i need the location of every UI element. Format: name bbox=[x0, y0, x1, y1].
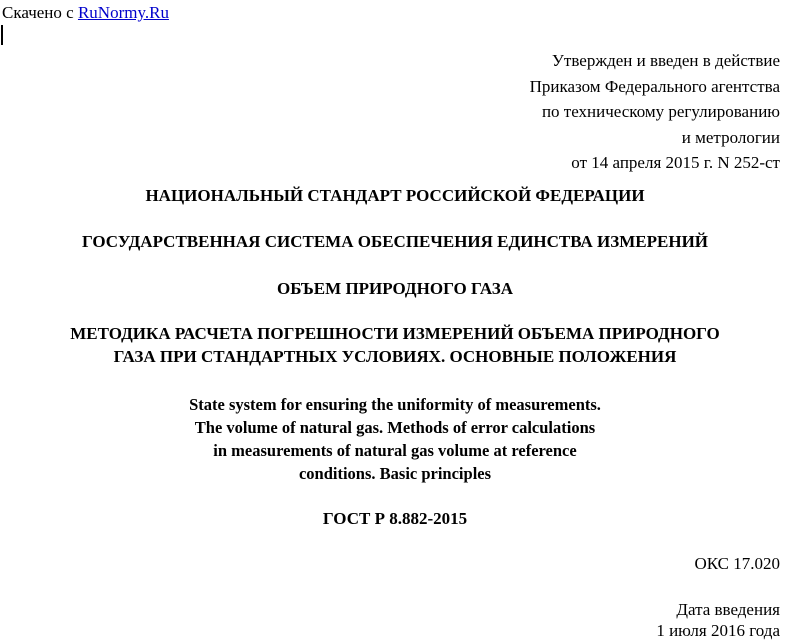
approval-line: Приказом Федерального агентства bbox=[529, 76, 780, 96]
approval-line: по техническому регулированию bbox=[541, 102, 780, 121]
gost-number: ГОСТ Р 8.882-2015 bbox=[322, 509, 468, 528]
approval-block bbox=[530, 48, 780, 176]
source-prefix: Скачено с bbox=[2, 3, 78, 22]
runormy-link[interactable]: RuNormy.Ru bbox=[77, 3, 169, 22]
english-title bbox=[0, 393, 790, 485]
approval-line: от 14 апреля 2015 г. N 252-ст bbox=[571, 153, 780, 172]
english-title-line: conditions. Basic principles bbox=[298, 464, 492, 483]
english-title-line: in measurements of natural gas volume at reference bbox=[213, 441, 577, 460]
introduction-label: Дата введения bbox=[676, 600, 780, 619]
approval-line: Утвержден и введен в действие bbox=[551, 51, 780, 70]
english-title-line: The volume of natural gas. Methods of error calculations bbox=[194, 418, 596, 437]
introduction-date: 1 июля 2016 года bbox=[656, 621, 780, 640]
gas-volume-heading: ОБЪЕМ ПРИРОДНОГО ГАЗА bbox=[276, 279, 514, 298]
approval-line: и метрологии bbox=[681, 127, 780, 147]
method-title bbox=[0, 322, 790, 368]
state-system-heading: ГОСУДАРСТВЕННАЯ СИСТЕМА ОБЕСПЕЧЕНИЯ ЕДИНСТВА ИЗМЕРЕНИЙ bbox=[81, 232, 709, 251]
national-standard-heading: НАЦИОНАЛЬНЫЙ СТАНДАРТ РОССИЙСКОЙ ФЕДЕРАЦИИ bbox=[145, 186, 645, 205]
source-line bbox=[2, 3, 169, 23]
english-title-line: State system for ensuring the uniformity of measurements. bbox=[189, 395, 601, 414]
oks-code: ОКС 17.020 bbox=[694, 554, 780, 573]
method-title-line: МЕТОДИКА РАСЧЕТА ПОГРЕШНОСТИ ИЗМЕРЕНИЙ ОБЪЕМА ПРИРОДНОГО bbox=[70, 324, 720, 343]
method-title-line: ГАЗА ПРИ СТАНДАРТНЫХ УСЛОВИЯХ. ОСНОВНЫЕ ПОЛОЖЕНИЯ bbox=[113, 347, 677, 366]
introduction-date-block bbox=[656, 599, 780, 641]
text-cursor bbox=[1, 25, 3, 45]
